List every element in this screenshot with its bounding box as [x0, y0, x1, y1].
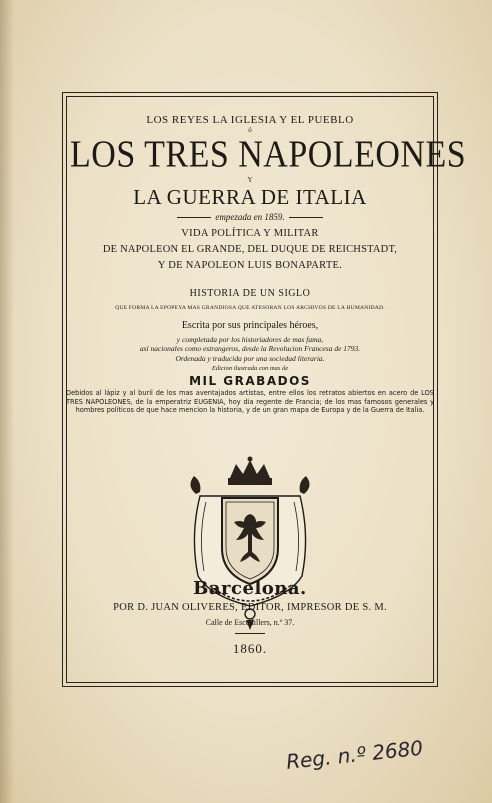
subtitle: LA GUERRA DE ITALIA: [133, 185, 367, 209]
city-line: Barcelona.: [193, 578, 307, 599]
started-text: empezada en 1859.: [215, 212, 285, 222]
ordenada-line: Ordenada y traducida por una sociedad literaria.: [175, 354, 325, 363]
dash-left: [177, 217, 211, 218]
mil-grabados: MIL GRABADOS: [189, 374, 311, 388]
spine-shadow: [0, 0, 14, 803]
connector-o: ó: [248, 126, 252, 134]
address-line: Calle de Escudillers, n.º 37.: [205, 618, 295, 627]
historia-line: HISTORIA DE UN SIGLO: [189, 288, 311, 299]
luis-line: Y DE NAPOLEON LUIS BONAPARTE.: [157, 260, 343, 271]
started-line: [70, 212, 430, 222]
dash-right: [289, 217, 323, 218]
debidos-paragraph: Debidos al lápiz y al buril de los mas aventajados artistas, entre ellos los retratos abiertos en acero de LOS TRES NAPOLEONES, de la emperatriz EUGENIA, hoy dia regente de Francia; de los mas famosos generales y hombres políticos de que hace mencion la historia, y de un gran mapa de Europa y de la Guerra de Italia.: [66, 389, 434, 415]
vida-line: VIDA POLÍTICA Y MILITAR: [181, 228, 319, 239]
publisher-line: POR D. JUAN OLIVERES, EDITOR, IMPRESOR DE S. M.: [113, 602, 387, 613]
kicker-line: LOS REYES LA IGLESIA Y EL PUEBLO: [146, 114, 354, 126]
handwritten-registration-note: Reg. n.º 2680: [285, 735, 425, 774]
escrita-line: Escrita por sus principales héroes,: [181, 320, 319, 331]
main-title: LOS TRES NAPOLEONES: [70, 134, 467, 176]
year-line: 1860.: [232, 641, 268, 656]
completada-line-2: así nacionales como estrangeros, desde la Revolucion Francesa de 1793.: [139, 344, 361, 353]
short-rule: [235, 633, 265, 634]
connector-y: Y: [247, 176, 253, 184]
edicion-line: Edicion ilustrada con mas de: [211, 365, 289, 372]
epopeya-line: QUE FORMA LA EPOPEYA MAS GRANDIOSA QUE ATESORAN LOS ARCHIVOS DE LA HUMANIDAD.: [115, 305, 385, 311]
napoleon-line: DE NAPOLEON EL GRANDE, DEL DUQUE DE REICHSTADT,: [102, 244, 398, 255]
completada-line-1: y completada por los historiadores de mas fama,: [176, 335, 324, 344]
